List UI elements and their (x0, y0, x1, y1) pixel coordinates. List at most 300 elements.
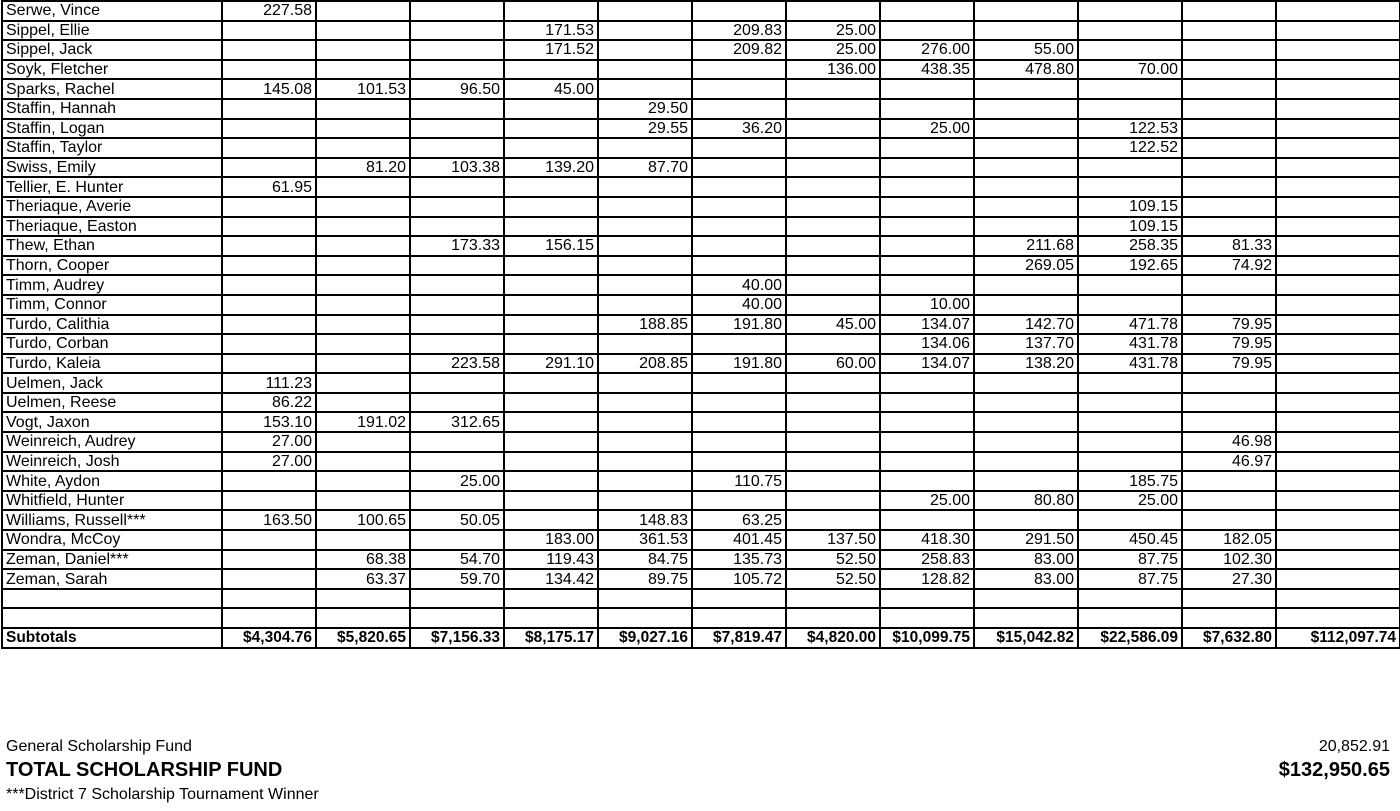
amount-cell (692, 197, 786, 217)
amount-cell (880, 177, 974, 197)
amount-cell (504, 256, 598, 276)
amount-cell (692, 1, 786, 21)
amount-cell: 40.00 (692, 275, 786, 295)
amount-cell: 81.33 (1182, 236, 1276, 256)
amount-cell (598, 79, 692, 99)
amount-cell: 122.52 (1078, 138, 1182, 158)
amount-cell (1276, 197, 1400, 217)
amount-cell: 27.30 (1182, 569, 1276, 589)
amount-cell (1276, 393, 1400, 413)
student-name (2, 608, 222, 628)
table-row (2, 491, 1400, 511)
amount-cell: 163.50 (222, 510, 316, 530)
footnote-text: ***District 7 Scholarship Tournament Winner (6, 786, 319, 803)
amount-cell: 105.72 (692, 569, 786, 589)
amount-cell (880, 1, 974, 21)
amount-cell (316, 393, 410, 413)
amount-cell (410, 217, 504, 237)
amount-cell (598, 491, 692, 511)
amount-cell (598, 275, 692, 295)
amount-cell (974, 197, 1078, 217)
amount-cell (504, 217, 598, 237)
amount-cell (880, 256, 974, 276)
amount-cell (786, 295, 880, 315)
amount-cell: 139.20 (504, 158, 598, 178)
amount-cell: 134.42 (504, 569, 598, 589)
amount-cell (786, 79, 880, 99)
table-row (2, 138, 1400, 158)
amount-cell (786, 334, 880, 354)
amount-cell: 156.15 (504, 236, 598, 256)
amount-cell (786, 119, 880, 139)
amount-cell: 79.95 (1182, 354, 1276, 374)
amount-cell (504, 608, 598, 628)
subtotal-cell: $15,042.82 (974, 628, 1078, 648)
student-name: Serwe, Vince (2, 1, 222, 21)
amount-cell (1182, 119, 1276, 139)
amount-cell: 25.00 (880, 491, 974, 511)
amount-cell: 182.05 (1182, 530, 1276, 550)
amount-cell (1182, 295, 1276, 315)
student-name: Weinreich, Audrey (2, 432, 222, 452)
amount-cell (504, 452, 598, 472)
amount-cell: 55.00 (974, 40, 1078, 60)
table-row (2, 217, 1400, 237)
amount-cell: 312.65 (410, 412, 504, 432)
amount-cell: 148.83 (598, 510, 692, 530)
amount-cell (222, 158, 316, 178)
amount-cell (504, 1, 598, 21)
amount-cell (222, 334, 316, 354)
amount-cell (692, 334, 786, 354)
amount-cell (1078, 393, 1182, 413)
amount-cell (222, 550, 316, 570)
table-row (2, 530, 1400, 550)
amount-cell (786, 393, 880, 413)
amount-cell: 87.70 (598, 158, 692, 178)
amount-cell: 183.00 (504, 530, 598, 550)
table-row (2, 236, 1400, 256)
student-name: Sippel, Ellie (2, 21, 222, 41)
amount-cell (692, 491, 786, 511)
amount-cell: 171.53 (504, 21, 598, 41)
amount-cell: 478.80 (974, 60, 1078, 80)
amount-cell (1078, 21, 1182, 41)
table-row (2, 177, 1400, 197)
amount-cell (1182, 510, 1276, 530)
amount-cell (504, 471, 598, 491)
amount-cell (692, 256, 786, 276)
amount-cell (410, 99, 504, 119)
amount-cell: 191.02 (316, 412, 410, 432)
amount-cell (692, 60, 786, 80)
amount-cell (880, 197, 974, 217)
amount-cell (786, 491, 880, 511)
amount-cell (316, 40, 410, 60)
scholarship-table (1, 0, 1400, 649)
subtotal-cell: $7,632.80 (1182, 628, 1276, 648)
amount-cell (316, 21, 410, 41)
amount-cell: 80.80 (974, 491, 1078, 511)
amount-cell (880, 608, 974, 628)
amount-cell (410, 373, 504, 393)
amount-cell (410, 60, 504, 80)
amount-cell (786, 432, 880, 452)
amount-cell (504, 177, 598, 197)
amount-cell (1182, 60, 1276, 80)
amount-cell (316, 452, 410, 472)
amount-cell: 87.75 (1078, 569, 1182, 589)
amount-cell (1182, 1, 1276, 21)
subtotal-cell: $7,156.33 (410, 628, 504, 648)
amount-cell (504, 197, 598, 217)
table-row (2, 256, 1400, 276)
amount-cell: 60.00 (786, 354, 880, 374)
amount-cell (598, 373, 692, 393)
amount-cell: 46.98 (1182, 432, 1276, 452)
amount-cell (410, 393, 504, 413)
amount-cell (410, 589, 504, 609)
amount-cell (786, 236, 880, 256)
amount-cell (222, 138, 316, 158)
amount-cell: 25.00 (880, 119, 974, 139)
student-name: Timm, Connor (2, 295, 222, 315)
amount-cell (1078, 510, 1182, 530)
amount-cell: 52.50 (786, 550, 880, 570)
subtotal-cell: $8,175.17 (504, 628, 598, 648)
amount-cell (786, 373, 880, 393)
amount-cell (410, 452, 504, 472)
amount-cell (974, 373, 1078, 393)
amount-cell (1182, 138, 1276, 158)
amount-cell (1276, 295, 1400, 315)
subtotal-grand-total: $112,097.74 (1276, 628, 1400, 648)
amount-cell (974, 432, 1078, 452)
amount-cell (974, 452, 1078, 472)
subtotals-row (2, 628, 1400, 648)
amount-cell (1182, 608, 1276, 628)
amount-cell: 142.70 (974, 315, 1078, 335)
amount-cell (504, 432, 598, 452)
amount-cell (880, 589, 974, 609)
table-row (2, 197, 1400, 217)
student-name: Williams, Russell*** (2, 510, 222, 530)
table-row (2, 315, 1400, 335)
amount-cell (316, 295, 410, 315)
amount-cell (598, 589, 692, 609)
amount-cell: 134.06 (880, 334, 974, 354)
amount-cell: 29.55 (598, 119, 692, 139)
student-name: Thorn, Cooper (2, 256, 222, 276)
amount-cell (692, 432, 786, 452)
amount-cell (692, 99, 786, 119)
amount-cell (692, 79, 786, 99)
amount-cell (880, 138, 974, 158)
amount-cell (786, 471, 880, 491)
amount-cell: 191.80 (692, 315, 786, 335)
amount-cell (222, 530, 316, 550)
amount-cell (1276, 491, 1400, 511)
amount-cell (1276, 550, 1400, 570)
student-name: Sippel, Jack (2, 40, 222, 60)
amount-cell (504, 119, 598, 139)
amount-cell (692, 393, 786, 413)
amount-cell: 61.95 (222, 177, 316, 197)
student-name: Sparks, Rachel (2, 79, 222, 99)
amount-cell (222, 99, 316, 119)
amount-cell: 431.78 (1078, 354, 1182, 374)
amount-cell (410, 119, 504, 139)
amount-cell (222, 256, 316, 276)
table-row (2, 471, 1400, 491)
amount-cell (974, 471, 1078, 491)
amount-cell (1078, 158, 1182, 178)
amount-cell (786, 138, 880, 158)
amount-cell (316, 608, 410, 628)
amount-cell (504, 491, 598, 511)
amount-cell (598, 471, 692, 491)
amount-cell (786, 1, 880, 21)
amount-cell: 191.80 (692, 354, 786, 374)
amount-cell (1276, 79, 1400, 99)
amount-cell (974, 79, 1078, 99)
amount-cell (1182, 589, 1276, 609)
amount-cell (974, 510, 1078, 530)
amount-cell: 102.30 (1182, 550, 1276, 570)
amount-cell (1276, 256, 1400, 276)
amount-cell (692, 608, 786, 628)
amount-cell: 83.00 (974, 550, 1078, 570)
amount-cell (316, 256, 410, 276)
student-name: Whitfield, Hunter (2, 491, 222, 511)
amount-cell (880, 452, 974, 472)
amount-cell: 471.78 (1078, 315, 1182, 335)
amount-cell (692, 412, 786, 432)
amount-cell (1182, 40, 1276, 60)
amount-cell (974, 217, 1078, 237)
student-name: Zeman, Daniel*** (2, 550, 222, 570)
amount-cell (880, 21, 974, 41)
subtotal-cell: $10,099.75 (880, 628, 974, 648)
amount-cell (316, 373, 410, 393)
amount-cell (1182, 393, 1276, 413)
amount-cell: 63.37 (316, 569, 410, 589)
amount-cell (504, 373, 598, 393)
amount-cell: 109.15 (1078, 197, 1182, 217)
amount-cell: 25.00 (410, 471, 504, 491)
table-row (2, 40, 1400, 60)
amount-cell (316, 177, 410, 197)
amount-cell (974, 393, 1078, 413)
amount-cell (1276, 40, 1400, 60)
student-name: Tellier, E. Hunter (2, 177, 222, 197)
amount-cell: 79.95 (1182, 334, 1276, 354)
table-row (2, 99, 1400, 119)
amount-cell (222, 217, 316, 237)
amount-cell (1276, 138, 1400, 158)
amount-cell (1182, 197, 1276, 217)
amount-cell (316, 589, 410, 609)
amount-cell (1276, 99, 1400, 119)
amount-cell (504, 510, 598, 530)
amount-cell (974, 412, 1078, 432)
amount-cell (786, 99, 880, 119)
amount-cell (504, 99, 598, 119)
table-body (2, 1, 1400, 628)
amount-cell (1276, 452, 1400, 472)
amount-cell (880, 275, 974, 295)
amount-cell (974, 608, 1078, 628)
amount-cell (316, 60, 410, 80)
amount-cell: 111.23 (222, 373, 316, 393)
amount-cell: 185.75 (1078, 471, 1182, 491)
amount-cell (1182, 275, 1276, 295)
amount-cell: 122.53 (1078, 119, 1182, 139)
amount-cell (316, 99, 410, 119)
amount-cell (598, 295, 692, 315)
general-fund-label: General Scholarship Fund (6, 738, 192, 755)
amount-cell (1078, 295, 1182, 315)
amount-cell (1182, 471, 1276, 491)
amount-cell (786, 256, 880, 276)
amount-cell (1276, 236, 1400, 256)
amount-cell (222, 569, 316, 589)
amount-cell: 83.00 (974, 569, 1078, 589)
student-name: Vogt, Jaxon (2, 412, 222, 432)
student-name: Staffin, Logan (2, 119, 222, 139)
amount-cell (880, 99, 974, 119)
amount-cell (1276, 177, 1400, 197)
amount-cell (316, 236, 410, 256)
amount-cell (1182, 21, 1276, 41)
amount-cell (410, 334, 504, 354)
amount-cell (410, 21, 504, 41)
amount-cell (1078, 40, 1182, 60)
amount-cell (316, 217, 410, 237)
amount-cell: 211.68 (974, 236, 1078, 256)
amount-cell (410, 197, 504, 217)
amount-cell (880, 217, 974, 237)
table-row (2, 1, 1400, 21)
amount-cell: 70.00 (1078, 60, 1182, 80)
amount-cell: 25.00 (1078, 491, 1182, 511)
amount-cell (1276, 275, 1400, 295)
amount-cell (222, 236, 316, 256)
amount-cell: 258.35 (1078, 236, 1182, 256)
amount-cell: 128.82 (880, 569, 974, 589)
student-name: Timm, Audrey (2, 275, 222, 295)
table-row (2, 354, 1400, 374)
amount-cell: 269.05 (974, 256, 1078, 276)
student-name (2, 589, 222, 609)
subtotal-cell: $9,027.16 (598, 628, 692, 648)
amount-cell (692, 158, 786, 178)
student-name: Thew, Ethan (2, 236, 222, 256)
amount-cell (880, 158, 974, 178)
amount-cell (316, 315, 410, 335)
amount-cell (504, 412, 598, 432)
amount-cell (410, 1, 504, 21)
amount-cell: 171.52 (504, 40, 598, 60)
amount-cell (880, 510, 974, 530)
amount-cell (1182, 373, 1276, 393)
table-row (2, 373, 1400, 393)
amount-cell (410, 432, 504, 452)
amount-cell (1078, 608, 1182, 628)
amount-cell: 45.00 (504, 79, 598, 99)
amount-cell: 209.82 (692, 40, 786, 60)
amount-cell (222, 275, 316, 295)
amount-cell: 134.07 (880, 354, 974, 374)
amount-cell (974, 99, 1078, 119)
amount-cell (786, 608, 880, 628)
student-name: Turdo, Kaleia (2, 354, 222, 374)
amount-cell (410, 295, 504, 315)
total-fund-value: $132,950.65 (1278, 759, 1390, 781)
amount-cell: 192.65 (1078, 256, 1182, 276)
table-row (2, 393, 1400, 413)
amount-cell: 431.78 (1078, 334, 1182, 354)
student-name: Turdo, Calithia (2, 315, 222, 335)
amount-cell (316, 354, 410, 374)
amount-cell: 438.35 (880, 60, 974, 80)
amount-cell (504, 275, 598, 295)
amount-cell (222, 608, 316, 628)
amount-cell (598, 197, 692, 217)
table-row (2, 158, 1400, 178)
amount-cell: 45.00 (786, 315, 880, 335)
amount-cell (222, 40, 316, 60)
table-row (2, 79, 1400, 99)
amount-cell (598, 138, 692, 158)
amount-cell (692, 138, 786, 158)
student-name: Theriaque, Averie (2, 197, 222, 217)
amount-cell (1276, 432, 1400, 452)
amount-cell: 137.50 (786, 530, 880, 550)
table-row (2, 60, 1400, 80)
amount-cell (974, 119, 1078, 139)
amount-cell (880, 471, 974, 491)
student-name: Uelmen, Reese (2, 393, 222, 413)
amount-cell: 450.45 (1078, 530, 1182, 550)
amount-cell (786, 589, 880, 609)
amount-cell (410, 138, 504, 158)
subtotal-cell: $5,820.65 (316, 628, 410, 648)
amount-cell (598, 177, 692, 197)
amount-cell (316, 119, 410, 139)
amount-cell: 209.83 (692, 21, 786, 41)
amount-cell: 100.65 (316, 510, 410, 530)
amount-cell: 84.75 (598, 550, 692, 570)
amount-cell (786, 158, 880, 178)
amount-cell (410, 608, 504, 628)
amount-cell: 109.15 (1078, 217, 1182, 237)
amount-cell (880, 373, 974, 393)
amount-cell: 89.75 (598, 569, 692, 589)
amount-cell (1276, 589, 1400, 609)
amount-cell (598, 217, 692, 237)
student-name: Turdo, Corban (2, 334, 222, 354)
general-fund-value: 20,852.91 (1318, 738, 1390, 755)
amount-cell (222, 354, 316, 374)
amount-cell (410, 177, 504, 197)
amount-cell (598, 432, 692, 452)
amount-cell (786, 275, 880, 295)
amount-cell (1078, 373, 1182, 393)
amount-cell (504, 589, 598, 609)
amount-cell: 81.20 (316, 158, 410, 178)
subtotal-cell: $7,819.47 (692, 628, 786, 648)
